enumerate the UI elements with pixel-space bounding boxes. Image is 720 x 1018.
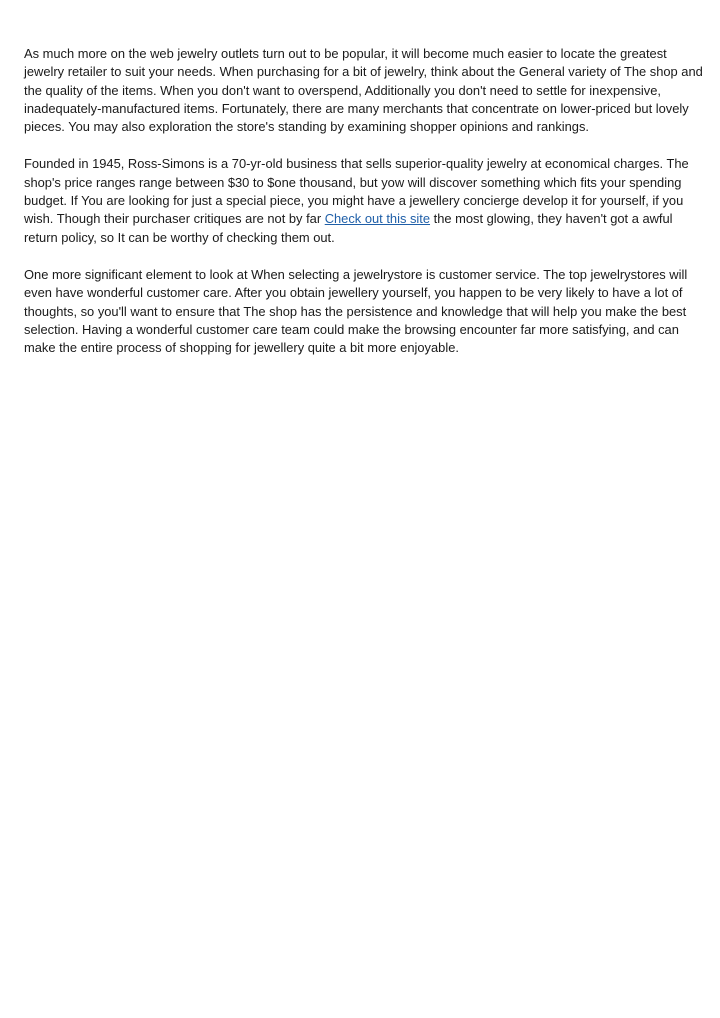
paragraph-3: One more significant element to look at When selecting a jewelrystore is customer service. The top jewelrystores will even have wonderful customer care. After you obtain jewellery yourself, you happen to be very likely to have a lot of thoughts, so you'll want to ensure that The shop has the persistence and knowledge that will help you make the best selection. Having a wonderful customer care team could make the browsing encounter far more satisfying, and can make the entire process of shopping for jewellery quite a bit more enjoyable. bbox=[24, 266, 688, 356]
paragraph-2 bbox=[24, 155, 704, 246]
article-body bbox=[24, 45, 704, 376]
check-out-site-link[interactable]: Check out this site bbox=[324, 211, 431, 227]
paragraph-2-text-before: Founded in 1945, Ross-Simons is a 70-yr-old business that sells superior-quality jewelry at economical charges. The shop's price ranges range between $30 to $one thousand, but yow will discover something which fits your spending budget. If You are looking for just a special piece, you might have a jewellery concierge develop it for yourself, if you wish. Though their purchaser critiques are not by far bbox=[24, 156, 689, 227]
paragraph-2-text-after: the most glowing, they haven't got a awful return policy, so It can be worthy of checking them out. bbox=[24, 211, 673, 245]
paragraph-1: As much more on the web jewelry outlets turn out to be popular, it will become much easier to locate the greatest jewelry retailer to suit your needs. When purchasing for a bit of jewelry, think about the General variety of The shop and the quality of the items. When you don't want to overspend, Additionally you don't need to settle for inexpensive, inadequately-manufactured items. Fortunately, there are many merchants that concentrate on lower-priced but lovely pieces. You may also exploration the store's standing by examining shopper opinions and rankings. bbox=[24, 46, 703, 135]
